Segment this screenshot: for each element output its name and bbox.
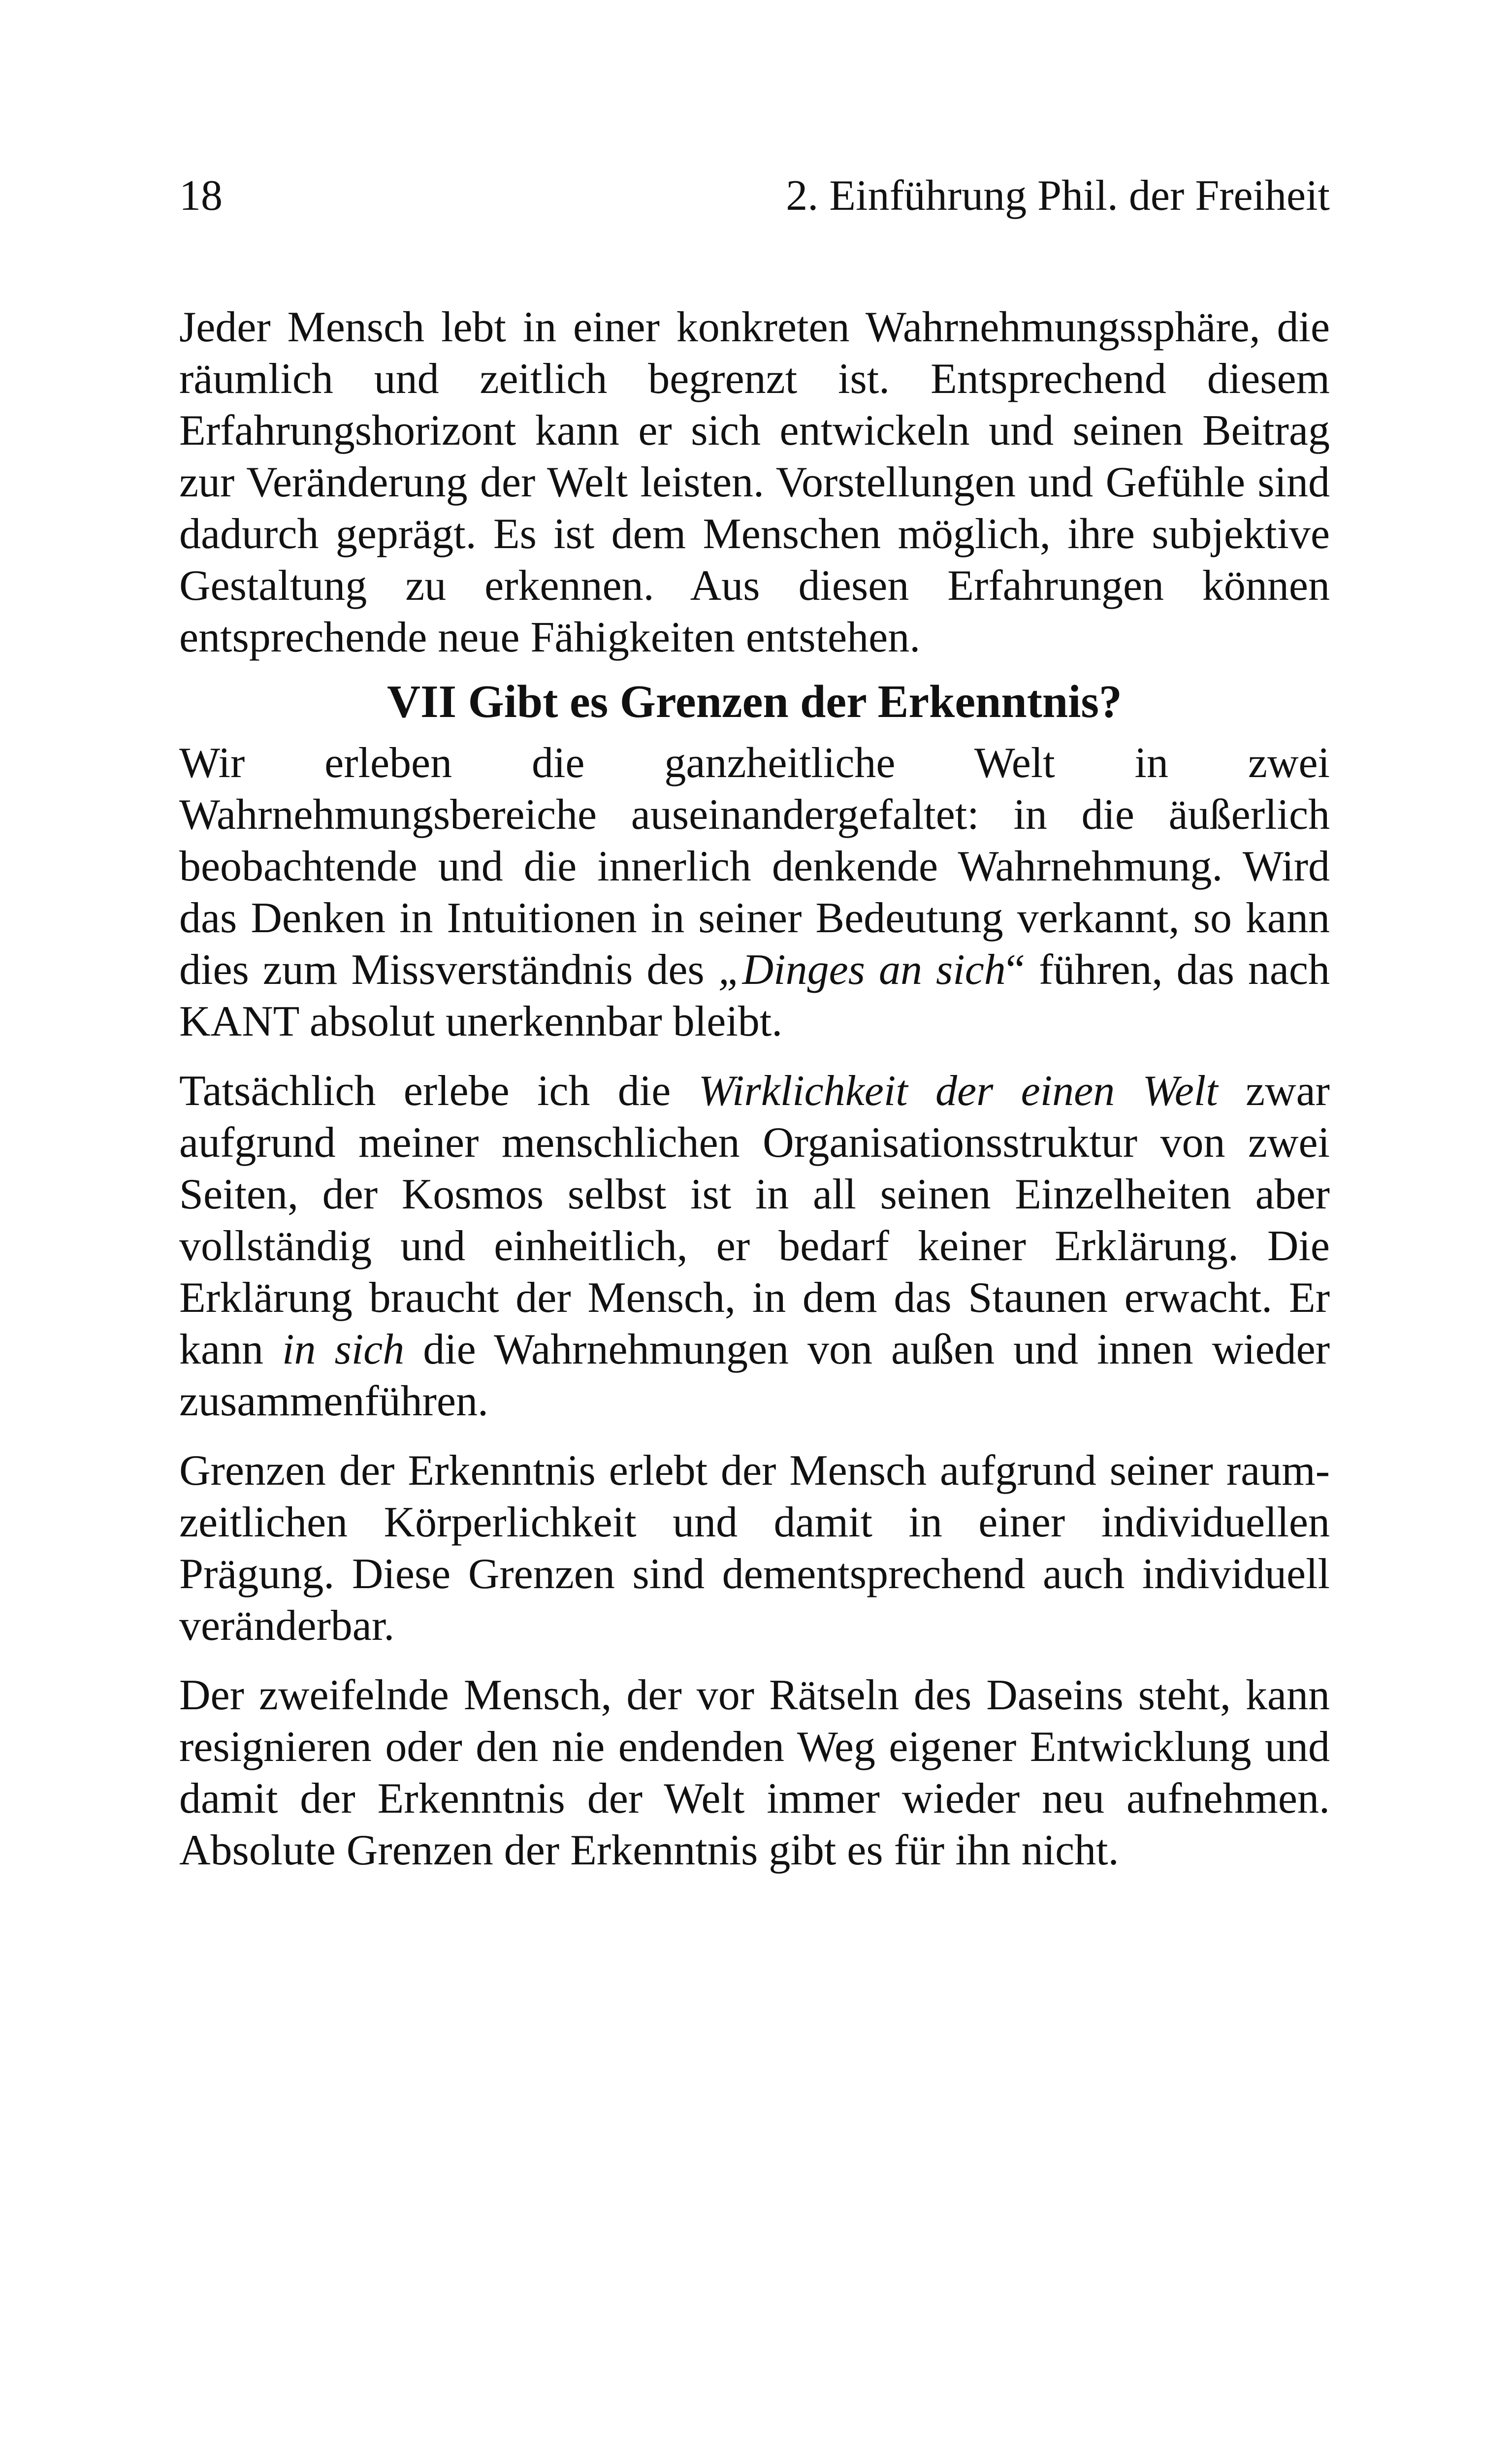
- paragraph-4: Grenzen der Erkenntnis erlebt der Mensch aufgrund seiner raum-zeitlichen Körperlichkeit und damit in einer individuellen Prägung. Diese Grenzen sind dementsprechend auch individuell veränderbar.: [179, 1447, 1330, 1650]
- paragraph-3-italic-1: Wirklichkeit der einen Welt: [698, 1067, 1218, 1115]
- running-header: [179, 166, 1330, 226]
- paragraph-2-text-a: Wir erleben die ganzheitliche Welt in zwei Wahrnehmungsbereiche auseinandergefaltet: in die äußerlich beobachtende und die innerlich denkende Wahrnehmung. Wird das Denken in Intuitionen in seiner Bedeutung verkannt, so kann dies zum Missverständnis des: [179, 739, 1330, 994]
- paragraph-2: [179, 737, 1330, 1047]
- running-title: 2. Einführung Phil. der Freiheit: [786, 172, 1330, 220]
- paragraph-3-text-a: Tatsächlich erlebe ich die: [179, 1067, 699, 1115]
- page-number: 18: [179, 172, 223, 220]
- paragraph-1: Jeder Mensch lebt in einer konkreten Wahrnehmungssphäre, die räumlich und zeitlich begrenzt ist. Entsprechend diesem Erfahrungshorizont kann er sich entwickeln und seinen Beitrag zur Veränderung der Welt leisten. Vorstellungen und Gefühle sind dadurch geprägt. Es ist dem Menschen möglich, ihre subjektive Gestaltung zu erkennen. Aus diesen Erfahrungen können entsprechende neue Fähigkeiten entstehen.: [179, 303, 1330, 661]
- section-heading: VII Gibt es Grenzen der Erkenntnis?: [387, 676, 1122, 727]
- paragraph-3-text-b: zwar aufgrund meiner menschlichen Organisationsstruktur von zwei Seiten, der Kosmos selbst ist in all seinen Einzelheiten aber vollständig und einheitlich, er bedarf keiner Erklärung. Die Erklärung braucht der Mensch, in dem das Staunen erwacht. Er kann: [179, 1067, 1330, 1373]
- paragraph-3: [179, 1065, 1330, 1427]
- paragraph-3-text-c: die Wahrnehmungen von außen und innen wieder zusammenführen.: [179, 1326, 1330, 1425]
- paragraph-3-italic-2: in sich: [282, 1326, 405, 1373]
- paragraph-5: Der zweifelnde Mensch, der vor Rätseln des Daseins steht, kann resignieren oder den nie endenden Weg eigener Entwicklung und damit der Erkenntnis der Welt immer wieder neu aufnehmen. Absolute Grenzen der Erkenntnis gibt es für ihn nicht.: [179, 1671, 1330, 1874]
- page-body: [179, 301, 1330, 1894]
- paragraph-2-text-b: “ führen, das nach KANT absolut unerkennbar bleibt.: [179, 946, 1330, 1045]
- paragraph-2-italic: „Dinges an sich: [718, 946, 1006, 994]
